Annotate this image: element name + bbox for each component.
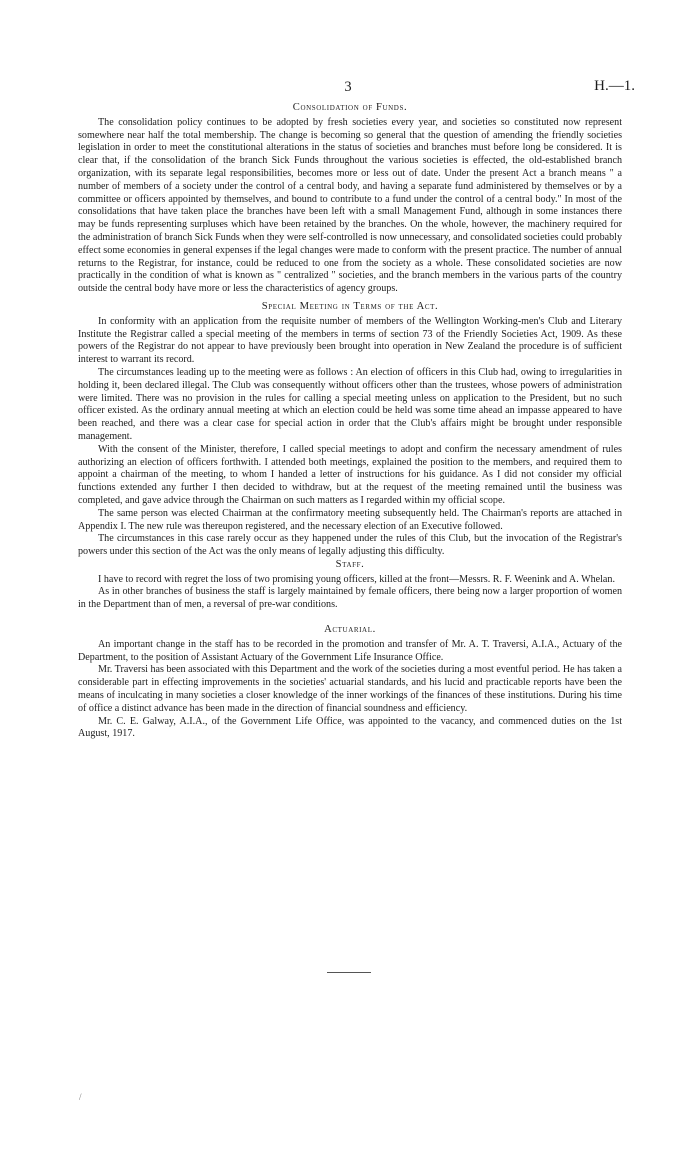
paragraph: The same person was elected Chairman at the confirmatory meeting subsequently held. The Chairman's reports are attached in Appendix I. The new rule was thereupon registered, and the necessary election of an Executive followed.: [78, 507, 622, 532]
closing-rule: [327, 972, 371, 973]
document-body: [78, 102, 622, 741]
paragraph: Mr. C. E. Galway, A.I.A., of the Government Life Office, was appointed to the vacancy, and commenced duties on the 1st August, 1917.: [78, 715, 622, 740]
document-reference: H.—1.: [594, 78, 635, 94]
paragraph: An important change in the staff has to be recorded in the promotion and transfer of Mr. A. T. Traversi, A.I.A., Actuary of the Department, to the position of Assistant Actuary of the Government Life Insurance Office.: [78, 638, 622, 663]
stray-mark: /: [79, 1092, 82, 1102]
paragraph: In conformity with an application from the requisite number of members of the Wellington Working-men's Club and Literary Institute the Registrar called a special meeting of the members in terms of section 73 of the Friendly Societies Act, 1909. As these powers of the Registrar do not appear to have previously been brought into operation in New Zealand the procedure is of sufficient interest to warrant its record.: [78, 315, 622, 366]
paragraph: Mr. Traversi has been associated with this Department and the work of the societies during a most eventful period. He has taken a considerable part in effecting improvements in the societies' actuarial standards, and his lucid and practicable reports have been the means of inculcating in many societies a closer knowledge of the inner workings of the finances of these institutions. During his time of office a distinct advance has been made in the direction of financial soundness and efficiency.: [78, 664, 622, 714]
paragraph: I have to record with regret the loss of two promising young officers, killed at the front—Messrs. R. F. Weenink and A. Whelan.: [98, 573, 615, 585]
section-heading-actuarial: Actuarial.: [324, 624, 376, 636]
page-number: 3: [344, 79, 352, 95]
paragraph: The consolidation policy continues to be adopted by fresh societies every year, and societies so constituted now represent somewhere near half the total membership. The change is becoming so general that the question of amending the friendly societies legislation in order to meet the constitutional alterations in the status of societies and branches must before long be considered. It is clear that, if the consolidation of the branch Sick Funds throughout the various societies is effected, the old-established branch organization, with its separate legal responsibilities, becomes more or less out of date. Under the present Act a branch means " a number of members of a society under the control of a central body, and having a separate fund administered by themselves or by a committee or officers appointed by themselves, and bound to contribute to a fund under the control of a central body." In most of the consolidations that have taken place the branches have been left with a small Management Fund, although in some instances there may be funds representing surpluses which have been retained by the branches. On the whole, however, the machinery required for the administration of branch Sick Funds when they were self-controlled is now unnecessary, and consolidated societies could probably effect some economies in general expenses if the legal changes were made to conform with the present practice. The number of annual returns to the Registrar, for instance, could be reduced to one from the society as a whole. These consolidated societies are now practically in the condition of what is known as " centralized " societies, and the branch members in the various parts of the country outside the central body have more or less the characteristics of agency groups.: [78, 116, 622, 295]
section-heading-staff: Staff.: [335, 558, 365, 570]
paragraph: The circumstances leading up to the meeting were as follows : An election of officers in this Club had, owing to irregularities in holding it, been declared illegal. The Club was consequently without officers other than the trustees, whose powers of administration were limited. There was no provision in the rules for calling a special meeting unless on application to the President, but no such officer existed. As the ordinary annual meeting at which an election could be held was some time ahead an impasse appeared to have been reached, and there was a clear case for special action in order that the Club's affairs might be brought under responsible management.: [78, 366, 622, 442]
paragraph: The circumstances in this case rarely occur as they happened under the rules of this Club, but the invocation of the Registrar's powers under this section of the Act was the only means of legally adjusting this difficulty.: [78, 533, 622, 558]
section-heading-consolidation: Consolidation of Funds.: [292, 102, 408, 113]
paragraph: As in other branches of business the staff is largely maintained by female officers, there being now a larger proportion of women in the Department than of men, a reversal of pre-war conditions.: [78, 586, 622, 611]
paragraph: With the consent of the Minister, therefore, I called special meetings to adopt and confirm the necessary amendment of rules authorizing an election of officers forthwith. I attended both meetings, explained the position to the members, and required them to appoint a chairman of the meeting, to whom I handed a letter of instructions for his guidance. As I did not consider my official functions extended any further I then decided to withdraw, but at the request of the meeting remained until the business was completed, and gave advice through the Chairman on such matters as I regarded within my official scope.: [78, 443, 622, 506]
section-heading-special-meeting: Special Meeting in Terms of the Act.: [261, 300, 439, 312]
